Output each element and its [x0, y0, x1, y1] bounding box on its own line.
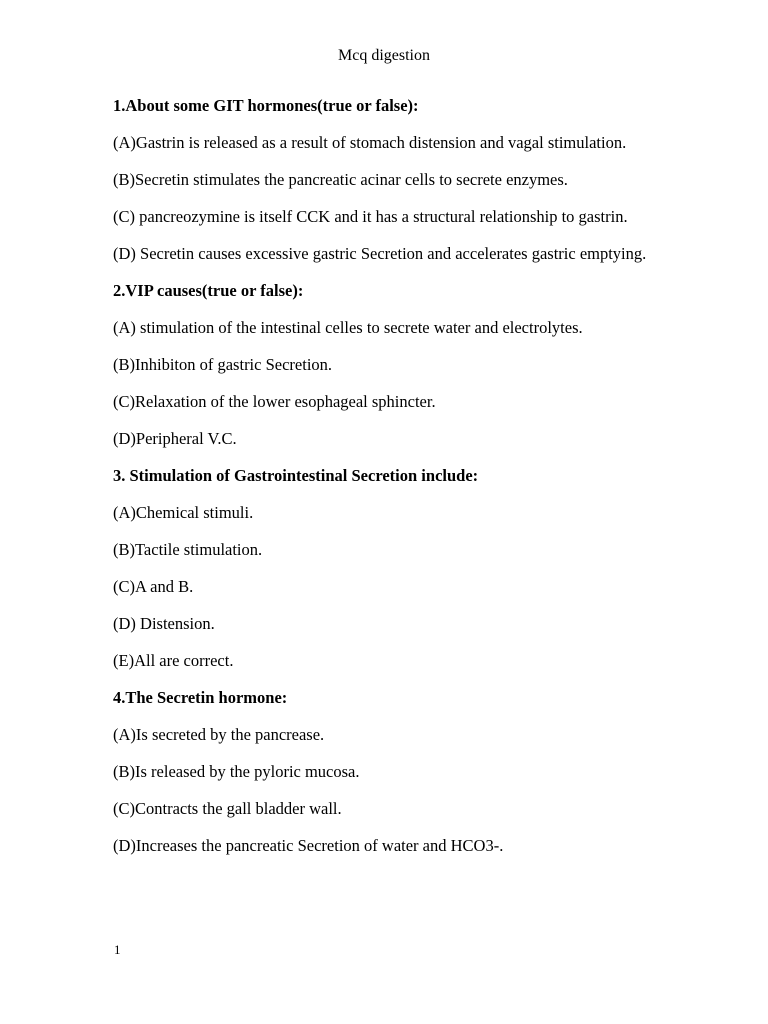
option-c: (C)Relaxation of the lower esophageal sphincter. [113, 392, 436, 411]
question-3 [113, 464, 673, 673]
option-c: (C)A and B. [113, 577, 194, 596]
question-title: 1.About some GIT hormones(true or false): [113, 96, 419, 115]
option-c: (C)Contracts the gall bladder wall. [113, 799, 342, 818]
option-a: (A)Is secreted by the pancrease. [113, 725, 325, 744]
document-body [113, 94, 673, 871]
option-b: (B)Is released by the pyloric mucosa. [113, 762, 360, 781]
option-a: (A) stimulation of the intestinal celles to secrete water and electrolytes. [113, 318, 583, 337]
question-title: 2.VIP causes(true or false): [113, 281, 304, 300]
question-title: 4.The Secretin hormone: [113, 688, 288, 707]
option-e: (E)All are correct. [113, 651, 234, 670]
option-b: (B)Secretin stimulates the pancreatic acinar cells to secrete enzymes. [113, 170, 568, 189]
option-a: (A)Gastrin is released as a result of stomach distension and vagal stimulation. [113, 133, 627, 152]
page-number: 1 [114, 942, 121, 957]
question-2 [113, 279, 673, 451]
option-b: (B)Inhibiton of gastric Secretion. [113, 355, 333, 374]
option-d: (D) Distension. [113, 614, 215, 633]
option-b: (B)Tactile stimulation. [113, 540, 263, 559]
option-d: (D)Increases the pancreatic Secretion of water and HCO3-. [113, 836, 504, 855]
option-c: (C) pancreozymine is itself CCK and it has a structural relationship to gastrin. [113, 207, 628, 226]
option-d: (D) Secretin causes excessive gastric Secretion and accelerates gastric emptying. [113, 244, 647, 263]
option-a: (A)Chemical stimuli. [113, 503, 254, 522]
page-header: Mcq digestion [338, 47, 430, 64]
question-title: 3. Stimulation of Gastrointestinal Secretion include: [113, 466, 479, 485]
option-d: (D)Peripheral V.C. [113, 429, 237, 448]
question-1 [113, 94, 673, 266]
question-4 [113, 686, 673, 858]
